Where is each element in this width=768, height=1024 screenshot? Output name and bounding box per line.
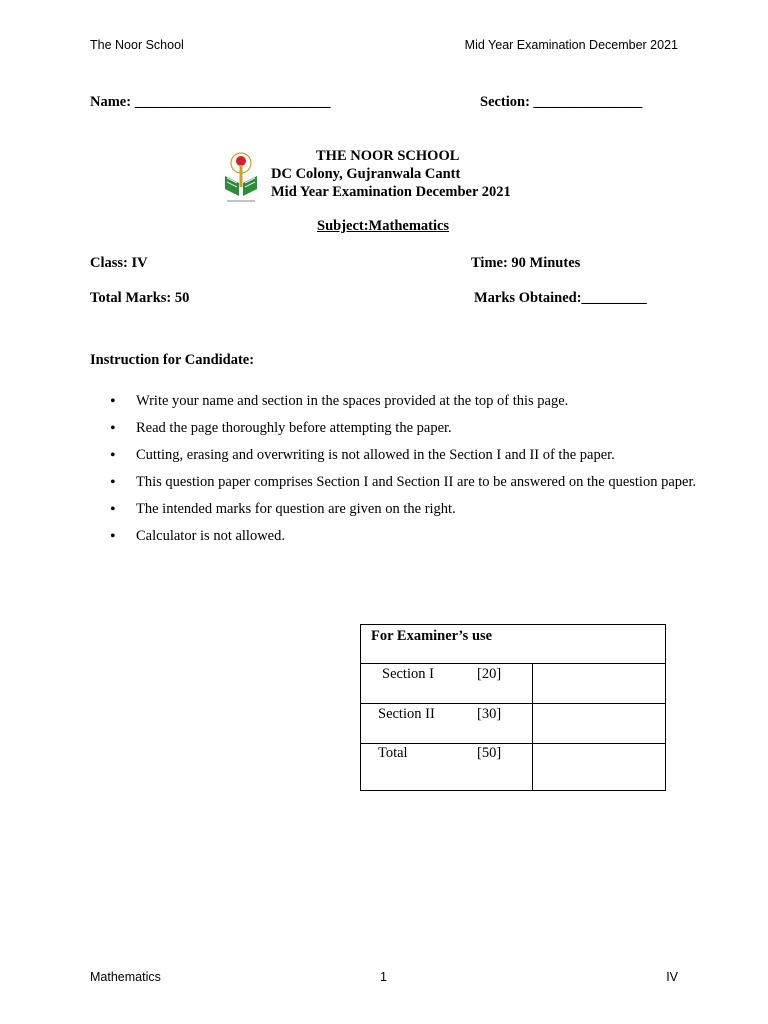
instruction-item: • Write your name and section in the spaces provided at the top of this page. bbox=[110, 388, 700, 415]
school-logo bbox=[219, 150, 263, 206]
footer-class: IV bbox=[666, 970, 678, 984]
instruction-item: • This question paper comprises Section I and Section II are to be answered on the question paper. bbox=[110, 469, 700, 496]
row-marks: [50] bbox=[477, 745, 502, 761]
school-address: DC Colony, Gujranwala Cantt bbox=[271, 166, 461, 182]
instruction-item: • The intended marks for question are given on the right. bbox=[110, 496, 700, 523]
section-field: Section: _______________ bbox=[480, 94, 643, 110]
table-row bbox=[361, 664, 666, 704]
examiner-table-title-cell bbox=[361, 625, 666, 664]
exam-title: Mid Year Examination December 2021 bbox=[271, 184, 511, 200]
row-label: Section I bbox=[382, 666, 434, 682]
marks-entry-cell bbox=[533, 704, 666, 744]
instruction-item: • Cutting, erasing and overwriting is not allowed in the Section I and II of the paper. bbox=[110, 442, 700, 469]
instruction-item: • Calculator is not allowed. bbox=[110, 523, 700, 550]
header-school-name: The Noor School bbox=[90, 38, 184, 52]
row-marks: [30] bbox=[477, 706, 502, 722]
time-info: Time: 90 Minutes bbox=[471, 255, 581, 271]
row-label: Total bbox=[378, 745, 408, 761]
marks-entry-cell bbox=[533, 664, 666, 704]
class-info: Class: IV bbox=[90, 255, 148, 271]
subject-title: Subject:Mathematics bbox=[317, 218, 450, 234]
marks-entry-cell bbox=[533, 744, 666, 791]
examiner-table-title: For Examiner’s use bbox=[371, 628, 493, 644]
instructions-list bbox=[110, 388, 700, 550]
school-heading bbox=[271, 147, 511, 201]
instructions-heading: Instruction for Candidate: bbox=[90, 352, 255, 368]
instruction-item: • Read the page thoroughly before attempting the paper. bbox=[110, 415, 700, 442]
total-marks: Total Marks: 50 bbox=[90, 290, 190, 306]
row-marks: [20] bbox=[477, 666, 502, 682]
table-row bbox=[361, 744, 666, 791]
name-field: Name: ___________________________ bbox=[90, 94, 331, 110]
table-row bbox=[361, 704, 666, 744]
page-number: 1 bbox=[380, 970, 387, 984]
row-label: Section II bbox=[378, 706, 435, 722]
marks-obtained-field: Marks Obtained:_________ bbox=[474, 290, 647, 306]
school-name: THE NOOR SCHOOL bbox=[316, 148, 460, 164]
header-exam-title: Mid Year Examination December 2021 bbox=[464, 38, 678, 52]
footer-subject: Mathematics bbox=[90, 970, 161, 984]
examiner-table bbox=[360, 624, 666, 791]
